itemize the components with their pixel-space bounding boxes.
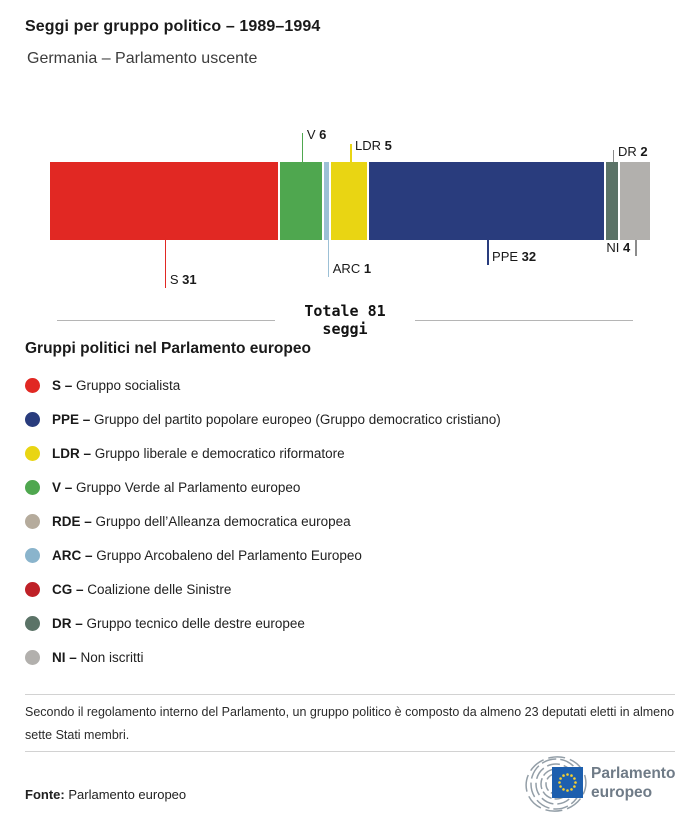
- legend-label: CG – Coalizione delle Sinistre: [52, 581, 232, 597]
- bar-segment-V: [280, 162, 322, 240]
- bar-segment-LDR: [331, 162, 366, 240]
- page-title: Seggi per gruppo politico – 1989–1994: [25, 18, 321, 35]
- logo-text-line1: Parlamento: [591, 765, 676, 782]
- divider-bottom: [25, 751, 675, 752]
- bar-segment-NI: [620, 162, 650, 240]
- logo-text-line2: europeo: [591, 784, 653, 801]
- callout-label-V: V 6: [306, 127, 327, 142]
- legend-dot-DR: [25, 616, 40, 631]
- callout-line-NI: [635, 240, 637, 256]
- legend-dot-LDR: [25, 446, 40, 461]
- callout-line-DR: [613, 150, 615, 162]
- legend-label: V – Gruppo Verde al Parlamento europeo: [52, 479, 301, 495]
- legend: [25, 368, 675, 674]
- legend-item-RDE: [25, 504, 675, 538]
- callout-line-S: [165, 240, 167, 288]
- european-parliament-logo: [513, 756, 685, 814]
- legend-label: DR – Gruppo tecnico delle destre europee: [52, 615, 305, 631]
- bar-segment-PPE: [369, 162, 604, 240]
- callout-label-ARC: ARC 1: [332, 261, 372, 276]
- callout-label-PPE: PPE 32: [492, 249, 537, 264]
- legend-dot-PPE: [25, 412, 40, 427]
- legend-label: LDR – Gruppo liberale e democratico riformatore: [52, 445, 345, 461]
- total-divider-right: [415, 320, 633, 321]
- source: [25, 787, 186, 802]
- legend-item-ARC: [25, 538, 675, 572]
- total-divider-left: [57, 320, 275, 321]
- source-value: Parlamento europeo: [68, 787, 187, 802]
- source-label: Fonte:: [25, 787, 65, 802]
- legend-label: RDE – Gruppo dell’Alleanza democratica europea: [52, 513, 351, 529]
- legend-item-LDR: [25, 436, 675, 470]
- total-seats: [57, 300, 633, 340]
- legend-label: S – Gruppo socialista: [52, 377, 181, 393]
- legend-dot-RDE: [25, 514, 40, 529]
- legend-dot-ARC: [25, 548, 40, 563]
- callout-label-S: S 31: [169, 272, 197, 287]
- bar-segment-DR: [606, 162, 619, 240]
- callout-line-LDR: [350, 144, 352, 162]
- legend-item-DR: [25, 606, 675, 640]
- legend-item-NI: [25, 640, 675, 674]
- callout-label-DR: DR 2: [617, 144, 648, 159]
- legend-heading: Gruppi politici nel Parlamento europeo: [25, 340, 311, 357]
- legend-item-PPE: [25, 402, 675, 436]
- legend-label: ARC – Gruppo Arcobaleno del Parlamento Europeo: [52, 547, 362, 563]
- legend-item-S: [25, 368, 675, 402]
- callout-line-ARC: [328, 240, 330, 277]
- eu-flag-square: [552, 767, 583, 798]
- callout-line-PPE: [487, 240, 489, 265]
- footnote: Secondo il regolamento interno del Parlamento, un gruppo politico è composto da almeno 23 deputati eletti in almeno sette Stati membri.: [25, 705, 675, 742]
- legend-dot-V: [25, 480, 40, 495]
- legend-label: NI – Non iscritti: [52, 649, 144, 665]
- divider-top: [25, 694, 675, 695]
- bar-segment-ARC: [324, 162, 329, 240]
- legend-dot-CG: [25, 582, 40, 597]
- legend-dot-S: [25, 378, 40, 393]
- bar-segment-S: [50, 162, 278, 240]
- legend-item-CG: [25, 572, 675, 606]
- callout-label-LDR: LDR 5: [355, 138, 392, 153]
- legend-label: PPE – Gruppo del partito popolare europeo (Gruppo democratico cristiano): [52, 411, 501, 427]
- legend-item-V: [25, 470, 675, 504]
- total-seats-label: Totale 81 seggi: [304, 302, 386, 338]
- callout-label-NI: NI 4: [606, 240, 631, 255]
- page-subtitle: Germania – Parlamento uscente: [27, 50, 258, 67]
- callout-line-V: [302, 133, 304, 162]
- legend-dot-NI: [25, 650, 40, 665]
